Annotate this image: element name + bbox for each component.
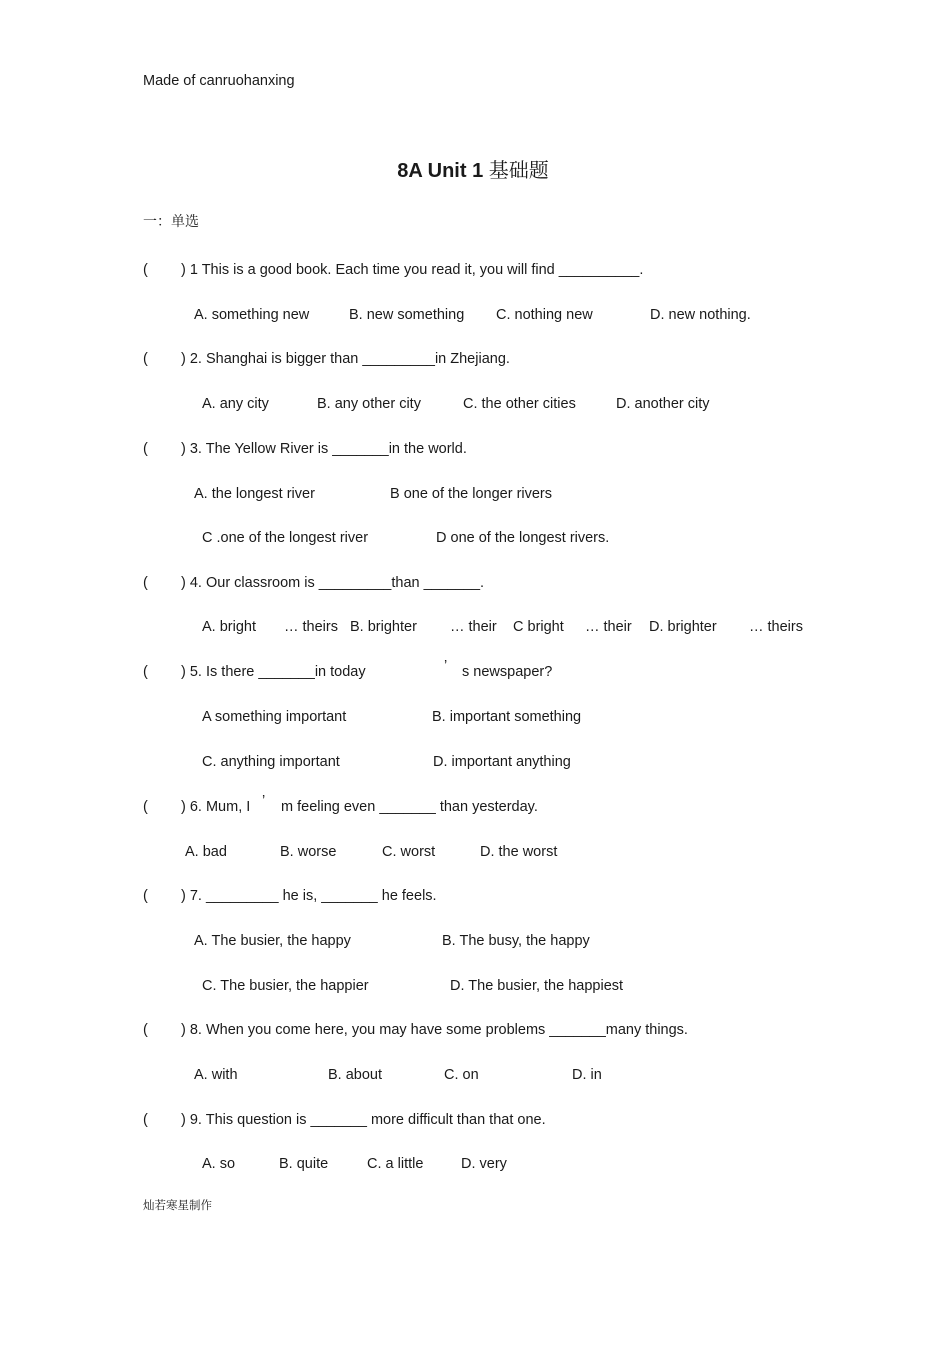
answer-bracket: ( bbox=[143, 1022, 148, 1038]
question-stem-tail: m feeling even _______ than yesterday. bbox=[281, 799, 538, 815]
option: B. important something bbox=[432, 709, 582, 725]
option: B one of the longer rivers bbox=[390, 486, 553, 502]
option: D. in bbox=[572, 1067, 602, 1083]
option: D. The busier, the happiest bbox=[450, 978, 624, 994]
question-stem: ) 2. Shanghai is bigger than _________in Zhejiang. bbox=[181, 351, 510, 367]
answer-bracket: ( bbox=[143, 1112, 148, 1128]
question-stem: ) 6. Mum, I bbox=[181, 799, 251, 815]
option: … theirs bbox=[284, 619, 338, 635]
option: A something important bbox=[202, 709, 347, 725]
answer-bracket: ( bbox=[143, 575, 148, 591]
answer-bracket: ( bbox=[143, 351, 148, 367]
option: D one of the longest rivers. bbox=[436, 530, 610, 546]
question-stem: ) 9. This question is _______ more difficult than that one. bbox=[181, 1112, 546, 1128]
option: B. The busy, the happy bbox=[442, 933, 590, 949]
option: D. brighter bbox=[649, 619, 717, 635]
option: C. anything important bbox=[202, 754, 340, 770]
option: A. any city bbox=[202, 396, 269, 412]
answer-bracket: ( bbox=[143, 664, 148, 680]
question-stem: ) 3. The Yellow River is _______in the world. bbox=[181, 441, 467, 457]
option: A. bad bbox=[185, 844, 227, 860]
answer-bracket: ( bbox=[143, 441, 148, 457]
option: B. any other city bbox=[317, 396, 421, 412]
apostrophe: ’ bbox=[262, 793, 266, 809]
option: C. worst bbox=[382, 844, 436, 860]
option: C. on bbox=[444, 1067, 479, 1083]
question-stem: ) 1 This is a good book. Each time you read it, you will find __________. bbox=[181, 262, 644, 278]
option: C bright bbox=[513, 619, 564, 635]
section-heading: 一：单选 bbox=[143, 213, 199, 229]
option: D. another city bbox=[616, 396, 710, 412]
page-title bbox=[0, 158, 946, 184]
question-stem: ) 4. Our classroom is _________than _______. bbox=[181, 575, 485, 591]
option: D. very bbox=[461, 1156, 507, 1172]
option: C .one of the longest river bbox=[202, 530, 369, 546]
option: D. the worst bbox=[480, 844, 558, 860]
option: B. quite bbox=[279, 1156, 329, 1172]
option: D. new nothing. bbox=[650, 307, 751, 323]
option: A. so bbox=[202, 1156, 236, 1172]
option: B. worse bbox=[280, 844, 337, 860]
answer-bracket: ( bbox=[143, 799, 148, 815]
option: A. The busier, the happy bbox=[194, 933, 351, 949]
option: B. about bbox=[328, 1067, 383, 1083]
option: C. nothing new bbox=[496, 307, 593, 323]
option: B. new something bbox=[349, 307, 465, 323]
option: … their bbox=[450, 619, 497, 635]
title-english: 8A Unit 1 bbox=[397, 160, 484, 182]
option: B. brighter bbox=[350, 619, 417, 635]
page-header: Made of canruohanxing bbox=[143, 73, 295, 89]
option: … theirs bbox=[749, 619, 803, 635]
option: A. something new bbox=[194, 307, 310, 323]
option: C. the other cities bbox=[463, 396, 576, 412]
option: C. The busier, the happier bbox=[202, 978, 369, 994]
question-stem: ) 8. When you come here, you may have some problems _______many things. bbox=[181, 1022, 688, 1038]
option: A. bright bbox=[202, 619, 256, 635]
option: A. with bbox=[194, 1067, 238, 1083]
answer-bracket: ( bbox=[143, 888, 148, 904]
question-stem-tail: s newspaper? bbox=[462, 664, 553, 680]
page-footer: 灿若寒星制作 bbox=[143, 1198, 212, 1212]
option: … their bbox=[585, 619, 632, 635]
question-stem: ) 7. _________ he is, _______ he feels. bbox=[181, 888, 437, 904]
apostrophe: ’ bbox=[444, 658, 448, 674]
option: C. a little bbox=[367, 1156, 424, 1172]
question-stem: ) 5. Is there _______in today bbox=[181, 664, 366, 680]
answer-bracket: ( bbox=[143, 262, 148, 278]
option: A. the longest river bbox=[194, 486, 315, 502]
option: D. important anything bbox=[433, 754, 571, 770]
title-chinese: 基础题 bbox=[488, 160, 549, 182]
